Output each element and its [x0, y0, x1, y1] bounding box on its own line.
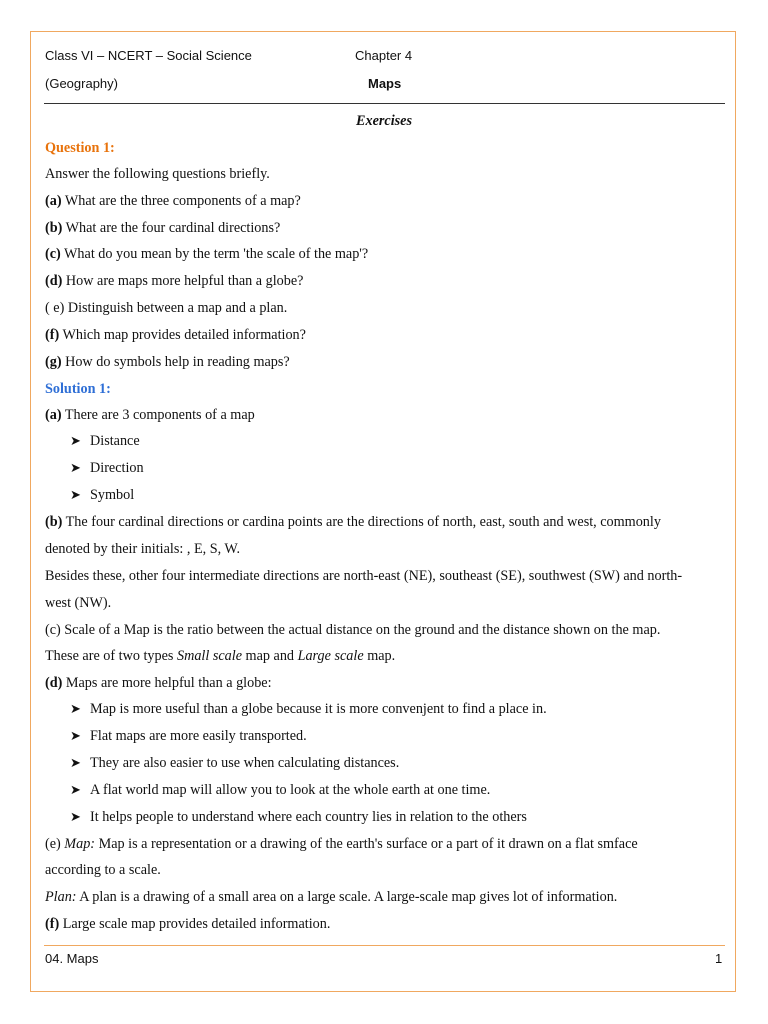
solution-tag: (f) — [45, 916, 60, 932]
arrowhead-bullet-icon: ➤ — [70, 782, 81, 797]
plan-term: Plan: — [45, 889, 77, 905]
question-1-label: Question 1: — [45, 140, 115, 156]
question-tag: (c) — [45, 246, 61, 262]
e-text: Map is a representation or a drawing of the earth's surface or a part of it drawn on a flat smface — [95, 836, 638, 852]
question-tag: (b) — [45, 220, 63, 236]
question-item — [45, 192, 301, 210]
list-item-text: Symbol — [90, 487, 135, 503]
question-text: What do you mean by the term 'the scale of the map'? — [60, 246, 369, 262]
large-scale-term: Large scale — [297, 648, 364, 664]
arrowhead-bullet-icon: ➤ — [70, 755, 81, 770]
question-tag: (d) — [45, 273, 63, 289]
arrowhead-bullet-icon: ➤ — [70, 809, 81, 824]
list-item-text: It helps people to understand where each country lies in relation to the others — [90, 809, 527, 825]
plan-text: A plan is a drawing of a small area on a large scale. A large-scale map gives lot of information. — [76, 889, 618, 905]
question-item — [45, 272, 303, 290]
solution-f — [45, 915, 330, 933]
footer-divider — [44, 945, 725, 946]
solution-b-line-4: west (NW). — [45, 595, 112, 611]
footer-page-number: 1 — [715, 951, 723, 966]
question-text: What are the three components of a map? — [61, 193, 301, 209]
list-item-text: A flat world map will allow you to look at the whole earth at one time. — [90, 782, 491, 798]
list-item — [70, 459, 144, 477]
small-scale-term: Small scale — [176, 648, 242, 664]
solution-b-line-1 — [45, 513, 661, 531]
question-item — [45, 353, 290, 371]
c-text-pre: These are of two types — [45, 648, 177, 664]
list-item-text: Flat maps are more easily transported. — [90, 728, 307, 744]
list-item — [70, 781, 490, 799]
solution-e-line-1 — [45, 835, 638, 853]
solution-text: Maps are more helpful than a globe: — [62, 675, 272, 691]
arrowhead-bullet-icon: ➤ — [70, 701, 81, 716]
header-divider — [44, 103, 725, 104]
solution-text: The four cardinal directions or cardina points are the directions of north, east, south and west, commonly — [62, 514, 661, 530]
solution-b-line-3: Besides these, other four intermediate directions are north-east (NE), southeast (SE), southwest (SW) and north- — [45, 568, 683, 584]
list-item — [70, 432, 140, 450]
header-subject: (Geography) — [45, 76, 118, 91]
header-chapter-title: Maps — [368, 76, 402, 91]
solution-text: Large scale map provides detailed information. — [59, 916, 331, 932]
question-tag: (f) — [45, 327, 60, 343]
question-text: Which map provides detailed information? — [59, 327, 306, 343]
list-item — [70, 727, 307, 745]
solution-e-line-2: according to a scale. — [45, 862, 161, 878]
arrowhead-bullet-icon: ➤ — [70, 487, 81, 502]
list-item — [70, 486, 134, 504]
solution-c-line-2 — [45, 647, 395, 665]
header-class-line: Class VI – NCERT – Social Science — [45, 48, 252, 63]
solution-tag: (b) — [45, 514, 63, 530]
list-item — [70, 808, 527, 826]
list-item-text: Distance — [90, 433, 140, 449]
list-item-text: Direction — [90, 460, 144, 476]
question-1-intro: Answer the following questions briefly. — [45, 166, 270, 182]
arrowhead-bullet-icon: ➤ — [70, 433, 81, 448]
question-text: How do symbols help in reading maps? — [61, 354, 290, 370]
footer-chapter-label: 04. Maps — [45, 951, 99, 966]
solution-a — [45, 406, 255, 424]
c-text-mid: map and — [242, 648, 298, 664]
question-item — [45, 326, 306, 344]
list-item — [70, 700, 547, 718]
solution-c-line-1: (c) Scale of a Map is the ratio between the actual distance on the ground and the distance shown on the map. — [45, 622, 661, 638]
solution-tag: (a) — [45, 407, 62, 423]
solution-1-label: Solution 1: — [45, 381, 111, 397]
solution-b-line-2: denoted by their initials: , E, S, W. — [45, 541, 241, 557]
solution-plan — [45, 888, 617, 906]
question-item — [45, 245, 368, 263]
question-item — [45, 219, 280, 237]
list-item-text: They are also easier to use when calculating distances. — [90, 755, 400, 771]
map-term: Map: — [64, 836, 96, 852]
solution-tag: (d) — [45, 675, 63, 691]
c-text-post: map. — [363, 648, 396, 664]
e-prefix: (e) — [45, 836, 65, 852]
solution-text: There are 3 components of a map — [61, 407, 255, 423]
arrowhead-bullet-icon: ➤ — [70, 460, 81, 475]
arrowhead-bullet-icon: ➤ — [70, 728, 81, 743]
question-tag: (a) — [45, 193, 62, 209]
exercises-heading: Exercises — [356, 113, 412, 129]
list-item-text: Map is more useful than a globe because it is more convenjent to find a place in. — [90, 701, 547, 717]
question-item — [45, 299, 287, 317]
list-item — [70, 754, 399, 772]
question-text: How are maps more helpful than a globe? — [62, 273, 304, 289]
solution-d — [45, 674, 272, 692]
question-text: ( e) Distinguish between a map and a plan. — [45, 300, 288, 316]
question-tag: (g) — [45, 354, 62, 370]
question-text: What are the four cardinal directions? — [62, 220, 281, 236]
header-chapter: Chapter 4 — [355, 48, 413, 63]
